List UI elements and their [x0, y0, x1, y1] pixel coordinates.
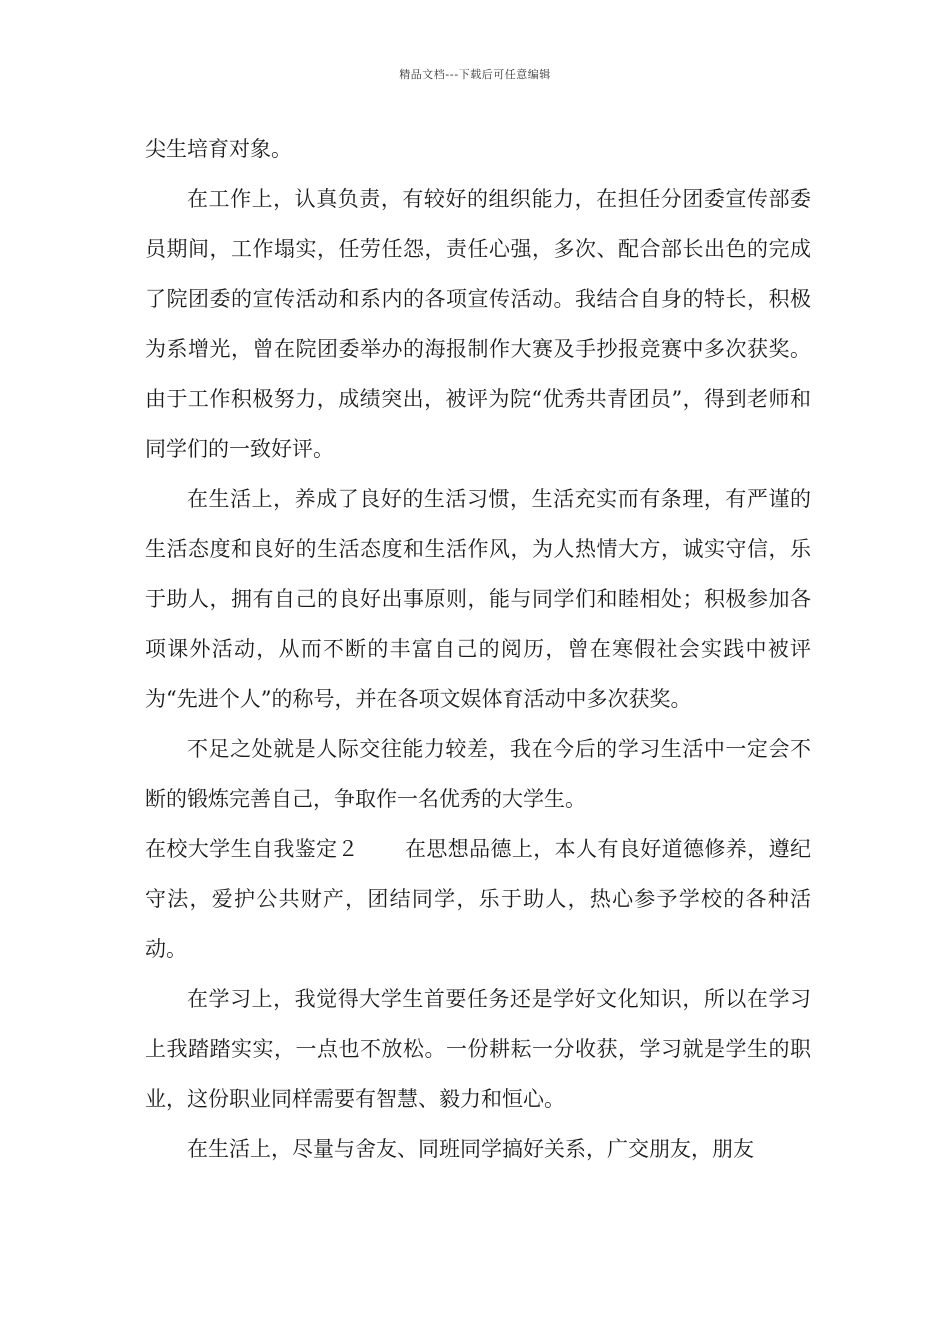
paragraph-life: 在生活上，养成了良好的生活习惯，生活充实而有条理，有严谨的生活态度和良好的生活态度和生活作风，为人热情大方，诚实守信，乐于助人，拥有自己的良好出事原则，能与同学们和睦相处；积极参加各项课外活动，从而不断的丰富自己的阅历，曾在寒假社会实践中被评为“先进个人”的称号，并在各项文娱体育活动中多次获奖。 [145, 487, 811, 711]
document-body [145, 124, 811, 1174]
paragraph-continuation: 尖生培育对象。 [145, 137, 292, 161]
page-header: 精品文档---下载后可任意编辑 [399, 68, 551, 81]
section-2-lead-text: 在思想品德上，本人有良好道德修养，遵纪守法，爱护公共财产，团结同学，乐于助人，热心参予学校的各种活动。 [145, 837, 812, 961]
paragraph-study: 在学习上，我觉得大学生首要任务还是学好文化知识，所以在学习上我踏踏实实，一点也不放松。一份耕耘一分收获，学习就是学生的职业，这份职业同样需要有智慧、毅力和恒心。 [145, 987, 811, 1111]
section-2-heading: 在校大学生自我鉴定２ [145, 837, 359, 861]
paragraph-life-2: 在生活上，尽量与舍友、同班同学搞好关系，广交朋友，朋友 [187, 1137, 754, 1161]
paragraph-shortcomings: 不足之处就是人际交往能力较差，我在今后的学习生活中一定会不断的锻炼完善自己，争取作一名优秀的大学生。 [145, 737, 811, 811]
paragraph-work: 在工作上，认真负责，有较好的组织能力，在担任分团委宣传部委员期间，工作塌实，任劳任怨，责任心强，多次、配合部长出色的完成了院团委的宣传活动和系内的各项宣传活动。我结合自身的特长，积极为系增光，曾在院团委举办的海报制作大赛及手抄报竞赛中多次获奖。由于工作积极努力，成绩突出，被评为院“优秀共青团员”，得到老师和同学们的一致好评。 [145, 187, 811, 461]
section-2-paragraph [145, 824, 811, 974]
